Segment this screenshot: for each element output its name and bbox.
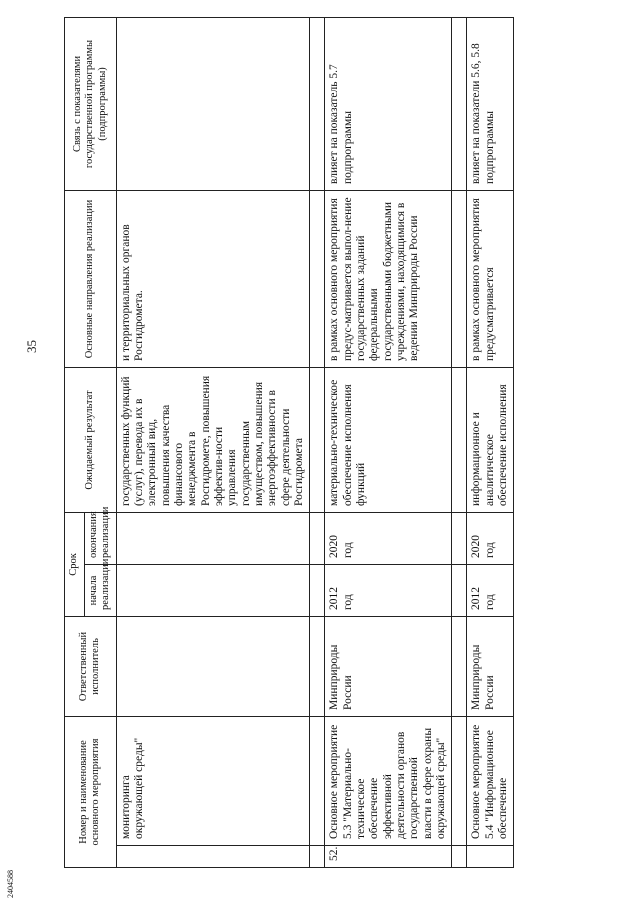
header-term-end: окончания реализации [84,512,116,564]
directions: в рамках основного мероприятия предусматривается [467,190,514,367]
header-term-start: начала реализации [84,565,116,617]
term-end: 2020 год [467,512,514,564]
indicator-link [116,17,310,190]
header-link: Связь с показателями государственной программы (подпрограммы) [65,17,117,190]
directions: в рамках основного мероприятия предус-матривается выпол-нение государственных заданий федеральными государственными бюджетными учреждениями, находящимися в ведении Минприроды России [325,190,452,367]
expected-result: информационное и аналитическое обеспечение исполнения [467,367,514,512]
header-responsible: Ответственный исполнитель [65,617,117,717]
indicator-link: влияет на показатели 5.6, 5.8 подпрограммы [467,17,514,190]
table-row [325,17,452,867]
term-start: 2012 год [467,565,514,617]
expected-result: материально-техническое обеспечение исполнения функций [325,367,452,512]
term-start [116,565,310,617]
row-number [467,846,514,868]
responsible: Минприроды России [325,617,452,717]
table-row [467,17,514,867]
measure-name: Основное мероприятие 5.4 "Информационное обеспечение [467,717,514,846]
measure-name: Основное мероприятие 5.3 "Материально-техническое обеспечение эффективной деятельности органов государственной власти в сфере охраны окружающей среды" [325,717,452,846]
expected-result: государственных функций (услуг), перевода их в электронный вид, повышения качества финансового менеджмента в Росгидромете, повышения эффектив-ности управления государственным имуществом, повышения энергоэффективности в сфере деятельности Росгидромета [116,367,310,512]
page-number: 35 [24,340,39,353]
responsible [116,617,310,717]
term-start: 2012 год [325,565,452,617]
indicator-link: влияет на показатель 5.7 подпрограммы [325,17,452,190]
rotated-page [64,8,624,868]
directions: и территориальных органов Росгидромета. [116,190,310,367]
document-id: 2404588 [6,870,15,898]
term-end [116,512,310,564]
header-name: Номер и наименование основного мероприятия [65,717,117,868]
header-result: Ожидаемый результат [65,367,117,512]
table-row [116,17,310,867]
term-end: 2020 год [325,512,452,564]
row-number: 52. [325,846,452,868]
header-directions: Основные направления реализации [65,190,117,367]
row-number [116,846,310,868]
measures-table [64,17,514,868]
responsible: Минприроды России [467,617,514,717]
measure-name: мониторинга окружающей среды" [116,717,310,846]
header-term: Срок [65,512,85,616]
